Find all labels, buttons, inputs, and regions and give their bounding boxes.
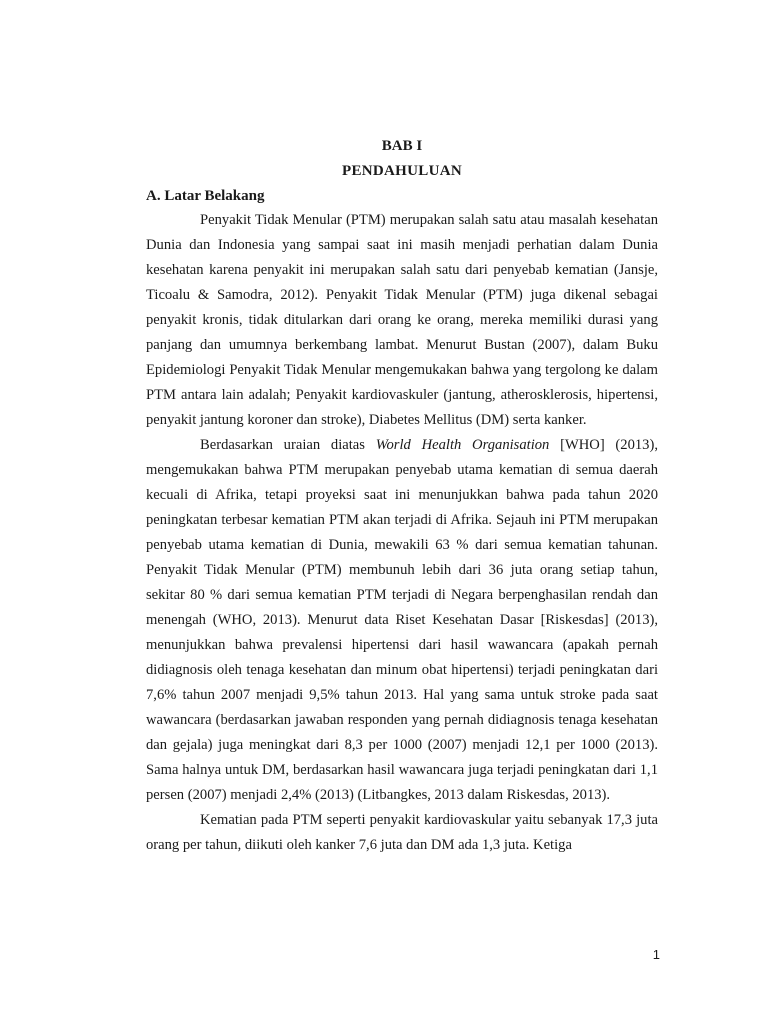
body-text [146, 208, 658, 858]
paragraph-3 [146, 808, 658, 858]
page-number: 1 [652, 947, 660, 962]
paragraph-2-italic-term: World Health Organisation [375, 437, 550, 453]
paragraph-2-text-end: [WHO] (2013), mengemukakan bahwa PTM merupakan penyebab utama kematian di semua daerah kecuali di Afrika, tetapi proyeksi saat ini menunjukkan bahwa pada tahun 2020 peningkatan terbesar kematian PTM akan terjadi di Afrika. Sejauh ini PTM merupakan penyebab utama kematian di Dunia, mewakili 63 % dari semua kematian tahunan. Penyakit Tidak Menular (PTM) membunuh lebih dari 36 juta orang setiap tahun, sekitar 80 % dari semua kematian PTM terjadi di Negara berpenghasilan rendah dan menengah (WHO, 2013). Menurut data Riset Kesehatan Dasar [Riskesdas] (2013), menunjukkan bahwa prevalensi hipertensi dari hasil wawancara (apakah pernah didiagnosis oleh tenaga kesehatan dan minum obat hipertensi) terjadi peningkatan dari 7,6% tahun 2007 menjadi 9,5% tahun 2013. Hal yang sama untuk stroke pada saat wawancara (berdasarkan jawaban responden yang pernah didiagnosis tenaga kesehatan dan gejala) juga meningkat dari 8,3 per 1000 (2007) menjadi 12,1 per 1000 (2013). Sama halnya untuk DM, berdasarkan hasil wawancara juga terjadi peningkatan dari 1,1 persen (2007) menjadi 2,4% (2013) (Litbangkes, 2013 dalam Riskesdas, 2013). [146, 437, 658, 803]
chapter-title: PENDAHULUAN [342, 163, 462, 179]
paragraph-3-text: Kematian pada PTM seperti penyakit kardiovaskular yaitu sebanyak 17,3 juta orang per tahun, diikuti oleh kanker 7,6 juta dan DM ada 1,3 juta. Ketiga [146, 812, 658, 853]
section-heading: A. Latar Belakang [146, 188, 265, 204]
paragraph-2-text-start: Berdasarkan uraian diatas [200, 437, 376, 453]
paragraph-1 [146, 208, 658, 433]
paragraph-2 [146, 433, 658, 808]
paragraph-1-text: Penyakit Tidak Menular (PTM) merupakan salah satu atau masalah kesehatan Dunia dan Indonesia yang sampai saat ini masih menjadi perhatian dalam Dunia kesehatan karena penyakit ini merupakan salah satu dari penyebab kematian (Jansje, Ticoalu & Samodra, 2012). Penyakit Tidak Menular (PTM) juga dikenal sebagai penyakit kronis, tidak ditularkan dari orang ke orang, mereka memiliki durasi yang panjang dan umumnya berkembang lambat. Menurut Bustan (2007), dalam Buku Epidemiologi Penyakit Tidak Menular mengemukakan bahwa yang tergolong ke dalam PTM antara lain adalah; Penyakit kardiovaskuler (jantung, atherosklerosis, hipertensi, penyakit jantung koroner dan stroke), Diabetes Mellitus (DM) serta kanker. [146, 212, 658, 428]
chapter-number: BAB I [381, 138, 423, 154]
